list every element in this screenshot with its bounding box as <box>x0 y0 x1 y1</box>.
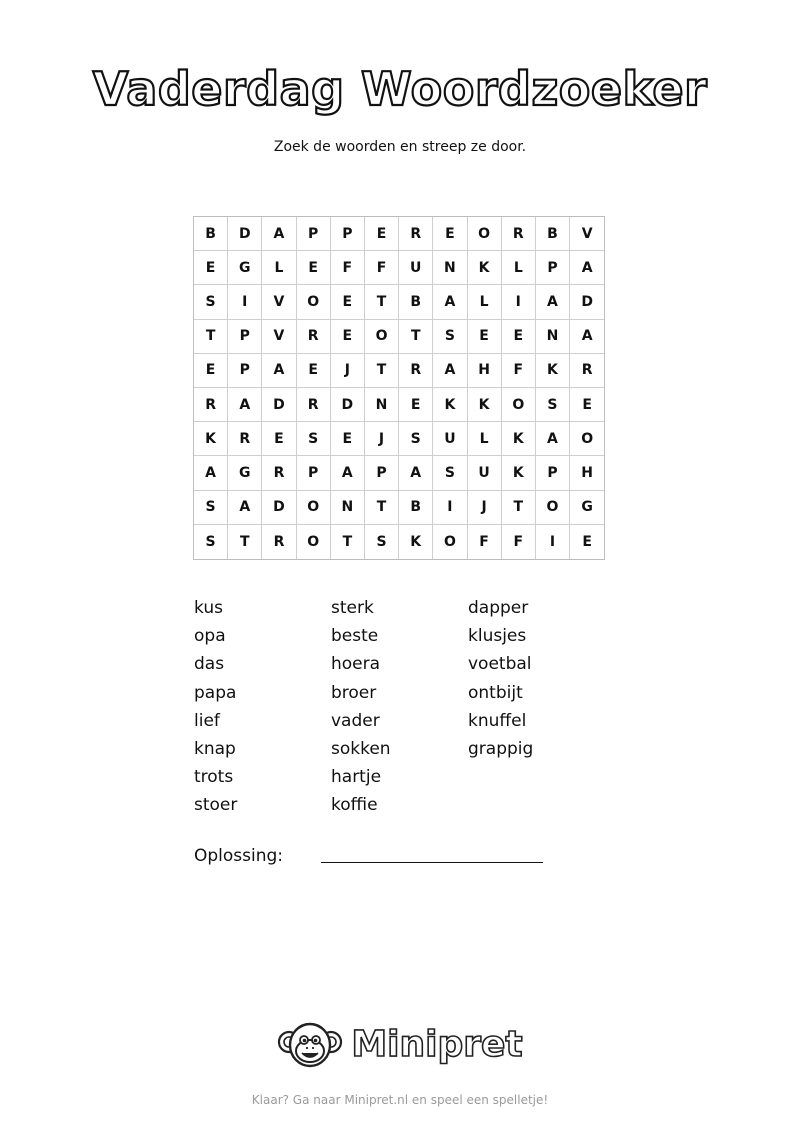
grid-cell[interactable]: S <box>194 285 228 319</box>
grid-cell[interactable]: S <box>433 456 467 490</box>
word-item: sokken <box>331 738 391 759</box>
grid-cell[interactable]: F <box>502 525 536 559</box>
grid-cell[interactable]: R <box>228 422 262 456</box>
grid-cell[interactable]: O <box>297 525 331 559</box>
grid-cell[interactable]: H <box>468 354 502 388</box>
word-item: hoera <box>331 654 381 675</box>
grid-cell[interactable]: O <box>468 217 502 251</box>
grid-cell[interactable]: V <box>262 285 296 319</box>
grid-cell[interactable]: O <box>433 525 467 559</box>
grid-cell[interactable]: J <box>365 422 399 456</box>
grid-cell[interactable]: O <box>365 320 399 354</box>
grid-cell[interactable]: E <box>297 354 331 388</box>
grid-cell[interactable]: O <box>502 388 536 422</box>
grid-cell[interactable]: K <box>194 422 228 456</box>
grid-cell[interactable]: K <box>502 422 536 456</box>
grid-cell[interactable]: S <box>365 525 399 559</box>
grid-cell[interactable]: E <box>582 533 592 550</box>
grid-cell[interactable]: O <box>297 491 331 525</box>
word-item: opa <box>194 626 226 647</box>
word-item: papa <box>194 682 237 703</box>
grid-cell[interactable]: T <box>502 491 536 525</box>
grid-cell[interactable]: T <box>399 320 433 354</box>
word-item: das <box>194 654 225 675</box>
grid-cell[interactable]: N <box>536 320 570 354</box>
word-list <box>194 594 605 820</box>
grid-cell[interactable]: R <box>262 525 296 559</box>
grid-cell[interactable]: A <box>331 456 365 490</box>
grid-cell[interactable]: A <box>228 388 262 422</box>
grid-cell[interactable]: S <box>194 525 228 559</box>
word-item: dapper <box>468 598 529 618</box>
grid-cell[interactable]: F <box>365 251 399 285</box>
word-column <box>468 594 605 820</box>
grid-cell[interactable]: F <box>502 354 536 388</box>
grid-cell[interactable]: N <box>331 491 365 525</box>
grid-cell[interactable]: L <box>262 251 296 285</box>
grid-cell[interactable]: T <box>194 320 228 354</box>
grid-cell[interactable]: P <box>228 354 262 388</box>
grid-cell[interactable]: U <box>433 422 467 456</box>
grid-cell[interactable]: T <box>365 354 399 388</box>
grid-cell[interactable]: V <box>262 320 296 354</box>
instructions: Zoek de woorden en streep ze door. <box>273 139 527 155</box>
grid-cell[interactable]: B <box>399 285 433 319</box>
word-item: vader <box>331 710 380 731</box>
grid-cell[interactable]: K <box>468 388 502 422</box>
grid-cell[interactable]: V <box>570 217 604 251</box>
grid-cell[interactable]: A <box>570 320 604 354</box>
grid-cell[interactable]: D <box>262 388 296 422</box>
grid-cell[interactable]: I <box>502 285 536 319</box>
grid-cell[interactable]: E <box>331 422 365 456</box>
word-search-grid <box>193 216 605 560</box>
grid-cell[interactable]: P <box>536 456 570 490</box>
grid-cell[interactable]: D <box>331 388 365 422</box>
grid-cell[interactable]: T <box>365 491 399 525</box>
grid-cell[interactable]: I <box>433 491 467 525</box>
grid-cell[interactable]: E <box>297 251 331 285</box>
grid-cell[interactable]: K <box>502 456 536 490</box>
solution-label: Oplossing: <box>194 846 284 866</box>
word-item: broer <box>331 682 377 703</box>
grid-cell[interactable]: D <box>262 491 296 525</box>
grid-cell[interactable]: E <box>331 285 365 319</box>
grid-cell[interactable]: J <box>331 354 365 388</box>
grid-cell[interactable]: R <box>297 388 331 422</box>
grid-cell[interactable]: P <box>228 320 262 354</box>
grid-cell[interactable]: E <box>468 320 502 354</box>
grid-cell[interactable]: R <box>262 456 296 490</box>
grid-cell[interactable]: F <box>331 251 365 285</box>
word-item: kus <box>194 598 223 618</box>
grid-cell[interactable]: P <box>297 456 331 490</box>
grid-cell[interactable]: L <box>502 251 536 285</box>
grid-cell[interactable]: E <box>331 320 365 354</box>
word-item: stoer <box>194 795 238 816</box>
grid-cell[interactable]: R <box>194 388 228 422</box>
monkey-icon <box>277 1018 343 1070</box>
brand-logo <box>0 1018 800 1070</box>
grid-cell[interactable]: F <box>468 525 502 559</box>
grid-cell[interactable]: J <box>468 491 502 525</box>
grid-cell[interactable]: N <box>433 251 467 285</box>
grid-cell[interactable]: E <box>194 251 228 285</box>
grid-cell[interactable]: E <box>262 422 296 456</box>
grid-cell[interactable]: A <box>262 217 296 251</box>
grid-cell[interactable]: G <box>570 491 604 525</box>
grid-cell[interactable]: S <box>297 422 331 456</box>
word-column <box>194 594 331 820</box>
grid-cell[interactable]: K <box>399 525 433 559</box>
grid-cell[interactable]: A <box>433 285 467 319</box>
grid-cell[interactable]: P <box>365 456 399 490</box>
grid-cell[interactable]: L <box>468 422 502 456</box>
grid-cell[interactable]: R <box>297 320 331 354</box>
grid-cell[interactable]: U <box>468 456 502 490</box>
grid-cell[interactable]: R <box>399 354 433 388</box>
grid-cell[interactable]: O <box>536 491 570 525</box>
grid-cell[interactable]: P <box>331 217 365 251</box>
grid-cell[interactable]: E <box>570 388 604 422</box>
grid-cell[interactable]: E <box>502 320 536 354</box>
grid-cell[interactable]: A <box>570 251 604 285</box>
solution-answer-line[interactable] <box>321 862 543 863</box>
word-item: ontbijt <box>468 682 523 703</box>
grid-cell[interactable]: A <box>228 491 262 525</box>
grid-cell[interactable]: B <box>194 217 228 251</box>
grid-cell[interactable]: O <box>570 422 604 456</box>
grid-cell[interactable]: T <box>365 285 399 319</box>
word-item: trots <box>194 767 234 788</box>
word-item: grappig <box>468 738 534 759</box>
grid-cell[interactable]: S <box>536 388 570 422</box>
grid-cell[interactable]: L <box>468 285 502 319</box>
grid-cell[interactable]: N <box>365 388 399 422</box>
grid-cell[interactable]: A <box>536 422 570 456</box>
word-item: klusjes <box>468 626 527 647</box>
word-item: voetbal <box>468 654 532 675</box>
brand-name: Minipret <box>351 1023 523 1065</box>
word-column <box>331 594 468 820</box>
grid-cell[interactable]: I <box>536 525 570 559</box>
grid-cell[interactable]: R <box>570 354 604 388</box>
grid-cell[interactable]: K <box>433 388 467 422</box>
grid-cell[interactable]: B <box>399 491 433 525</box>
grid-cell[interactable]: E <box>194 354 228 388</box>
word-item: knuffel <box>468 710 527 731</box>
grid-cell[interactable]: S <box>433 320 467 354</box>
grid-cell[interactable]: E <box>433 217 467 251</box>
grid-cell[interactable]: A <box>262 354 296 388</box>
grid-cell[interactable]: D <box>228 217 262 251</box>
grid-cell[interactable]: O <box>297 285 331 319</box>
grid-cell[interactable]: E <box>399 388 433 422</box>
word-item: lief <box>194 710 220 731</box>
grid-cell[interactable]: T <box>331 525 365 559</box>
grid-cell[interactable]: R <box>502 217 536 251</box>
grid-cell[interactable]: P <box>536 251 570 285</box>
word-item: knap <box>194 738 236 759</box>
grid-cell[interactable]: A <box>433 354 467 388</box>
grid-cell[interactable]: D <box>570 285 604 319</box>
grid-cell[interactable]: H <box>570 456 604 490</box>
grid-cell[interactable]: A <box>536 285 570 319</box>
grid-cell[interactable]: P <box>297 217 331 251</box>
word-item: beste <box>331 626 379 647</box>
grid-cell[interactable]: A <box>194 456 228 490</box>
grid-cell[interactable]: G <box>228 251 262 285</box>
grid-cell[interactable]: E <box>365 217 399 251</box>
grid-cell[interactable]: A <box>399 456 433 490</box>
word-item: sterk <box>331 598 374 618</box>
grid-cell[interactable]: S <box>399 422 433 456</box>
footer-text: Klaar? Ga naar Minipret.nl en speel een spelletje! <box>251 1093 549 1107</box>
grid-cell[interactable]: T <box>228 525 262 559</box>
grid-cell[interactable]: R <box>399 217 433 251</box>
grid-cell[interactable]: G <box>228 456 262 490</box>
grid-cell[interactable]: K <box>468 251 502 285</box>
grid-cell[interactable]: S <box>194 491 228 525</box>
grid-cell[interactable]: U <box>399 251 433 285</box>
grid-cell[interactable]: I <box>228 285 262 319</box>
word-item: hartje <box>331 767 382 788</box>
page-title: Vaderdag Woordzoeker <box>92 62 708 116</box>
word-item: koffie <box>331 795 378 816</box>
grid-cell[interactable]: B <box>536 217 570 251</box>
grid-cell[interactable]: K <box>536 354 570 388</box>
